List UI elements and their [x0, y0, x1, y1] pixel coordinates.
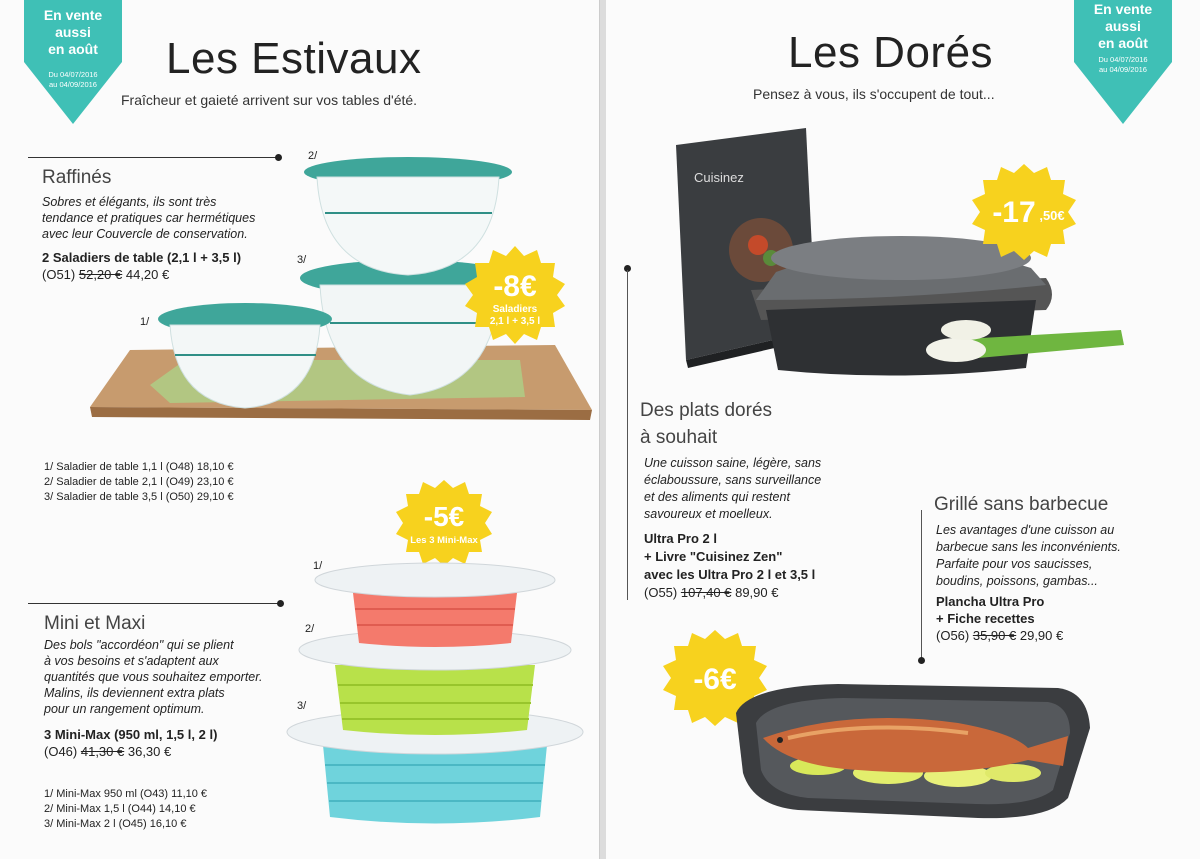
- mini-product: 3 Mini-Max (950 ml, 1,5 l, 2 l): [44, 727, 218, 742]
- badge-main-text: -17: [992, 196, 1036, 229]
- product-code: (O55): [644, 585, 678, 600]
- badge-sub-text-2: 2,1 l + 3,5 l: [489, 316, 541, 327]
- old-price: 52,20 €: [78, 267, 123, 282]
- mini-desc-3: quantités que vous souhaitez emporter.: [44, 670, 263, 684]
- plats-product-3: avec les Ultra Pro 2 l et 3,5 l: [644, 567, 816, 582]
- book-title: Cuisinez: [694, 170, 744, 185]
- plats-desc-3: et des aliments qui restent: [644, 490, 790, 504]
- bowl-number-1: 1/: [313, 560, 323, 572]
- plats-desc-4: savoureux et moelleux.: [644, 507, 773, 521]
- bowl-number-3: 3/: [297, 254, 307, 266]
- raffines-desc-2: tendance et pratiques car hermétiques: [42, 211, 256, 225]
- new-price: 44,20 €: [125, 267, 170, 282]
- grill-desc-4: boudins, poissons, gambas...: [936, 574, 1098, 588]
- grill-product-2: + Fiche recettes: [936, 611, 1035, 626]
- grill-price-line: [936, 628, 1063, 643]
- new-price: 89,90 €: [735, 585, 779, 600]
- page-subtitle-dores: Pensez à vous, ils s'occupent de tout...: [753, 86, 995, 102]
- badge-main-text: -6€: [693, 663, 737, 696]
- banner-dates1: Du 04/07/2016: [48, 70, 98, 79]
- grill-desc-2: barbecue sans les inconvénients.: [936, 540, 1121, 554]
- section-divider: [28, 603, 280, 604]
- right-page: [606, 0, 1200, 859]
- mini-desc-5: pour un rangement optimum.: [44, 702, 205, 716]
- grill-desc-3: Parfaite pour vos saucisses,: [936, 557, 1093, 571]
- page-subtitle-estivaux: Fraîcheur et gaieté arrivent sur vos tables d'été.: [121, 92, 418, 108]
- raffines-desc-1: Sobres et élégants, ils sont très: [42, 195, 217, 209]
- section-heading-plats-2: à souhait: [640, 427, 718, 448]
- new-price: 29,90 €: [1019, 628, 1064, 643]
- grill-product-1: Plancha Ultra Pro: [936, 594, 1045, 609]
- badge-sub-text: Les 3 Mini-Max: [410, 535, 478, 546]
- divider-dot: [918, 657, 925, 664]
- section-heading-raffines: Raffinés: [42, 167, 112, 188]
- page-title-estivaux: Les Estivaux: [166, 34, 422, 83]
- raffines-item-2: 2/ Saladier de table 2,1 l (O49) 23,10 €: [44, 476, 234, 488]
- banner-line2: aussi: [1105, 18, 1141, 34]
- raffines-product: 2 Saladiers de table (2,1 l + 3,5 l): [42, 250, 242, 265]
- banner-line3: en août: [48, 41, 98, 57]
- grill-desc-1: Les avantages d'une cuisson au: [936, 523, 1115, 537]
- sale-arrow-banner: [14, 0, 134, 128]
- plats-price-line: [644, 585, 778, 600]
- section-heading-mini-maxi: Mini et Maxi: [44, 613, 146, 634]
- banner-line1: En vente: [43, 7, 103, 23]
- product-code: (O56): [936, 628, 970, 643]
- mini-price-line: [44, 744, 171, 759]
- plats-desc-2: éclaboussure, sans surveillance: [644, 473, 822, 487]
- plats-desc-1: Une cuisson saine, légère, sans: [644, 456, 822, 470]
- new-price: 36,30 €: [127, 744, 172, 759]
- banner-line3: en août: [1098, 35, 1148, 51]
- product-code: (O51): [42, 267, 76, 282]
- section-divider: [921, 510, 922, 660]
- bowl-number-2: 2/: [308, 150, 318, 162]
- mini-desc-1: Des bols "accordéon" qui se plient: [44, 638, 234, 652]
- badge-main-text: -5€: [423, 501, 465, 532]
- raffines-desc-3: avec leur Couvercle de conservation.: [42, 227, 248, 241]
- mini-item-1: 1/ Mini-Max 950 ml (O43) 11,10 €: [44, 788, 208, 800]
- badge-sub-text-1: Saladiers: [492, 304, 538, 315]
- bowl-number-3: 3/: [297, 700, 307, 712]
- mini-item-2: 2/ Mini-Max 1,5 l (O44) 14,10 €: [44, 803, 196, 815]
- divider-dot: [277, 600, 284, 607]
- banner-dates2: au 04/09/2016: [49, 80, 97, 89]
- discount-badge-8: [462, 244, 568, 350]
- section-divider: [627, 270, 628, 600]
- product-code: (O46): [44, 744, 78, 759]
- raffines-item-1: 1/ Saladier de table 1,1 l (O48) 18,10 €: [44, 461, 234, 473]
- badge-cents-text: ,50€: [1039, 208, 1065, 223]
- page-title-dores: Les Dorés: [788, 28, 994, 77]
- old-price: 35,90 €: [972, 628, 1017, 643]
- old-price: 41,30 €: [80, 744, 125, 759]
- raffines-item-3: 3/ Saladier de table 3,5 l (O50) 29,10 €: [44, 491, 234, 503]
- plancha-fish-image: [728, 678, 1098, 838]
- mini-max-bowls-image: [285, 555, 590, 845]
- bowl-number-1: 1/: [140, 316, 150, 328]
- plats-product-1: Ultra Pro 2 l: [644, 531, 717, 546]
- mini-item-3: 3/ Mini-Max 2 l (O45) 16,10 €: [44, 818, 187, 830]
- banner-line1: En vente: [1093, 1, 1153, 17]
- old-price: 107,40 €: [680, 585, 732, 600]
- plats-product-2: + Livre "Cuisinez Zen": [644, 549, 783, 564]
- bowl-number-2: 2/: [305, 623, 315, 635]
- mini-desc-2: à vos besoins et s'adaptent aux: [44, 654, 219, 668]
- discount-badge-17-50: [968, 162, 1080, 262]
- section-heading-grill: Grillé sans barbecue: [934, 494, 1109, 515]
- sale-arrow-banner: [1064, 0, 1184, 128]
- section-heading-plats-1: Des plats dorés: [640, 400, 773, 421]
- banner-line2: aussi: [55, 24, 91, 40]
- banner-dates1: Du 04/07/2016: [1098, 55, 1148, 64]
- banner-dates2: au 04/09/2016: [1099, 65, 1147, 74]
- badge-main-text: -8€: [493, 270, 537, 303]
- mini-desc-4: Malins, ils deviennent extra plats: [44, 686, 225, 700]
